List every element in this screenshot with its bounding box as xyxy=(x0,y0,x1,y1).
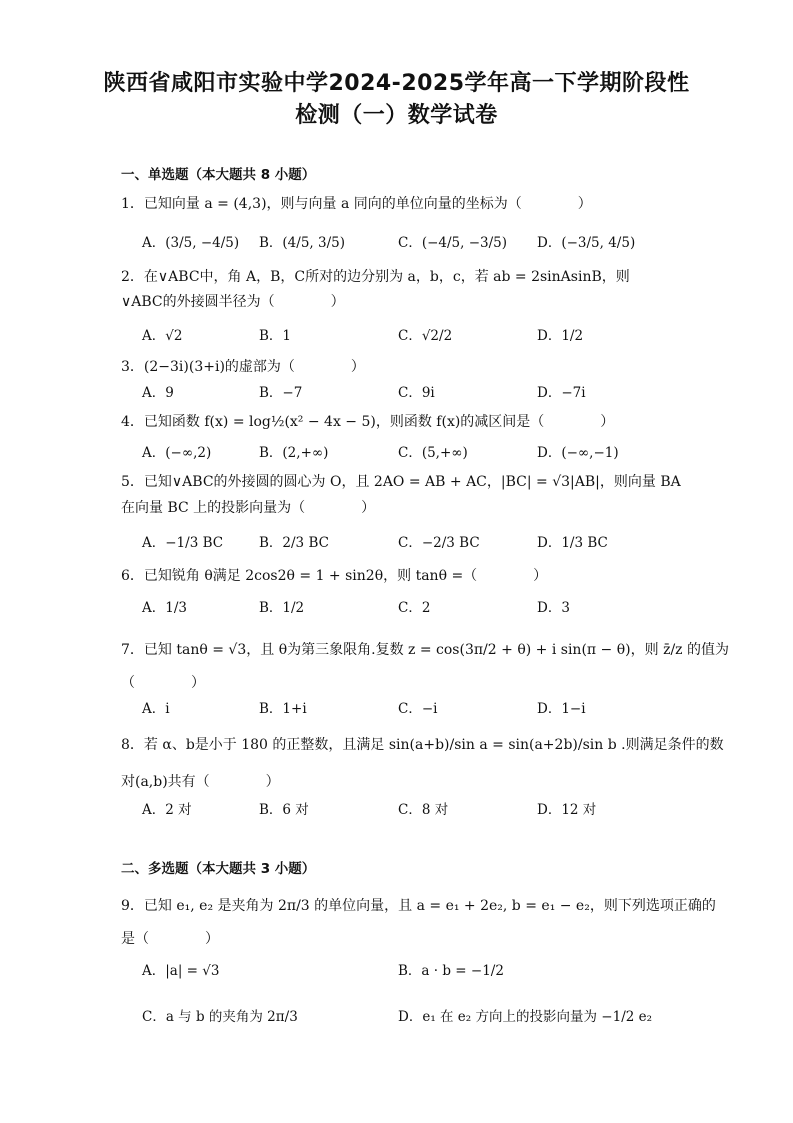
question-number: 9． xyxy=(121,898,144,914)
q7-option-a: A．i xyxy=(142,701,170,717)
q3-option-a: A．9 xyxy=(142,385,174,401)
q2-option-d: D．1/2 xyxy=(537,328,584,344)
q8-option-d: D．12 对 xyxy=(537,802,597,818)
question-2-line2: ∨ABC的外接圆半径为（ ） xyxy=(121,294,345,310)
q5-option-a: A．−1/3 BC xyxy=(142,535,224,551)
q5-option-b: B．2/3 BC xyxy=(259,535,329,551)
q8-option-c: C．8 对 xyxy=(398,802,449,818)
question-number: 1． xyxy=(121,196,144,212)
q9-option-b: B．a · b = −1/2 xyxy=(398,963,504,979)
q4-option-d: D．(−∞,−1) xyxy=(537,445,619,461)
q7-option-d: D．1−i xyxy=(537,701,586,717)
question-4 xyxy=(121,412,681,432)
q9-option-d: D．e₁ 在 e₂ 方向上的投影向量为 −1/2 e₂ xyxy=(398,1009,653,1025)
q4-option-c: C．(5,+∞) xyxy=(398,445,468,461)
q9-option-c: C．a 与 b 的夹角为 2π/3 xyxy=(142,1009,298,1025)
section-single-choice: 一、单选题（本大题共 8 小题） xyxy=(121,167,316,183)
q5-option-d: D．1/3 BC xyxy=(537,535,608,551)
question-number: 6． xyxy=(121,568,144,584)
q7-option-b: B．1+i xyxy=(259,701,307,717)
question-text: 已知函数 f(x) = log½(x² − 4x − 5)，则函数 f(x)的减区间是（ ） xyxy=(143,414,615,430)
exam-title-line1: 陕西省咸阳市实验中学2024-2025学年高一下学期阶段性 xyxy=(103,71,690,96)
q3-option-b: B．−7 xyxy=(259,385,303,401)
section-multiple-choice: 二、多选题（本大题共 3 小题） xyxy=(121,861,316,877)
q1-option-a: A．(3/5, −4/5) xyxy=(142,235,240,251)
q3-option-d: D．−7i xyxy=(537,385,586,401)
question-9-line2: 是（ ） xyxy=(121,931,219,947)
question-text: 已知∨ABC的外接圆的圆心为 O，且 2AO = AB + AC，|BC| = √3|AB|，则向量 BA xyxy=(143,474,681,490)
question-3 xyxy=(121,357,681,377)
question-5 xyxy=(121,472,681,492)
question-number: 4． xyxy=(121,414,144,430)
question-text: (2−3i)(3+i)的虚部为（ ） xyxy=(143,359,365,375)
q1-option-b: B．(4/5, 3/5) xyxy=(259,235,345,251)
question-text: 在∨ABC中，角 A，B，C所对的边分别为 a，b，c，若 ab = 2sinAsinB，则 xyxy=(143,269,630,285)
question-text: 已知锐角 θ满足 2cos2θ = 1 + sin2θ，则 tanθ =（ ） xyxy=(143,568,548,584)
q5-option-c: C．−2/3 BC xyxy=(398,535,480,551)
q2-option-a: A．√2 xyxy=(142,328,183,344)
question-1 xyxy=(121,194,681,214)
question-5-line2: 在向量 BC 上的投影向量为（ ） xyxy=(121,500,376,516)
q7-option-c: C．−i xyxy=(398,701,438,717)
q1-option-d: D．(−3/5, 4/5) xyxy=(537,235,636,251)
q1-option-c: C．(−4/5, −3/5) xyxy=(398,235,508,251)
question-number: 7． xyxy=(121,642,144,658)
question-text: 已知 tanθ = √3，且 θ为第三象限角.复数 z = cos(3π/2 + θ) + i sin(π − θ)，则 z̄/z 的值为 xyxy=(143,642,729,658)
question-number: 8． xyxy=(121,737,144,753)
question-text: 已知向量 a = (4,3)，则与向量 a 同向的单位向量的坐标为（ ） xyxy=(143,196,592,212)
q9-option-a: A．|a| = √3 xyxy=(142,963,220,979)
question-6 xyxy=(121,566,681,586)
question-7-line2: （ ） xyxy=(121,675,205,691)
q6-option-c: C．2 xyxy=(398,600,431,616)
question-7 xyxy=(121,640,729,660)
q6-option-b: B．1/2 xyxy=(259,600,305,616)
q4-option-a: A．(−∞,2) xyxy=(142,445,212,461)
q4-option-b: B．(2,+∞) xyxy=(259,445,329,461)
question-2 xyxy=(121,267,681,287)
question-text: 已知 e₁, e₂ 是夹角为 2π/3 的单位向量，且 a = e₁ + 2e₂, b = e₁ − e₂，则下列选项正确的 xyxy=(143,898,716,914)
question-8 xyxy=(121,735,724,755)
q8-option-b: B．6 对 xyxy=(259,802,309,818)
q6-option-d: D．3 xyxy=(537,600,570,616)
q2-option-c: C．√2/2 xyxy=(398,328,453,344)
q2-option-b: B．1 xyxy=(259,328,292,344)
q3-option-c: C．9i xyxy=(398,385,435,401)
question-number: 3． xyxy=(121,359,144,375)
q8-option-a: A．2 对 xyxy=(142,802,192,818)
q6-option-a: A．1/3 xyxy=(142,600,187,616)
question-9 xyxy=(121,896,716,916)
question-8-line2: 对(a,b)共有（ ） xyxy=(121,774,280,790)
question-number: 5． xyxy=(121,474,144,490)
question-text: 若 α、b是小于 180 的正整数，且满足 sin(a+b)/sin a = sin(a+2b)/sin b .则满足条件的数 xyxy=(143,737,724,753)
question-number: 2． xyxy=(121,269,144,285)
exam-title-line2: 检测（一）数学试卷 xyxy=(295,103,498,128)
